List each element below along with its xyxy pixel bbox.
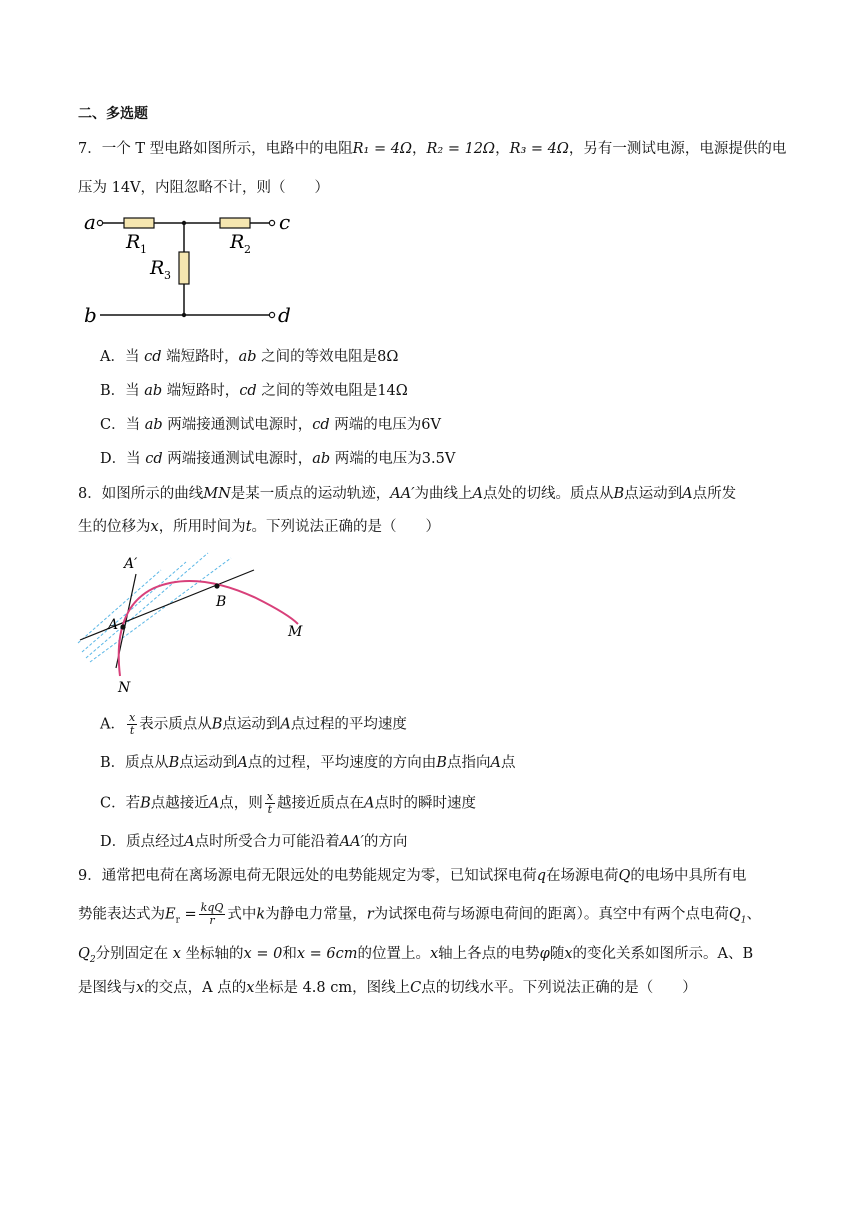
q7-r3: R₃ = 4Ω [509,141,569,157]
terminal-b: b [84,303,97,327]
q8-trajectory-diagram [76,548,316,696]
resistor-r1 [124,218,154,228]
point-a: A [108,617,119,633]
q8-option-a[interactable]: A． $\frac{x}{t}$ 表示质点从B点运动到A点过程的平均速度 [100,711,407,737]
fraction-kqq-over-r: $\frac{\text{kqQ}}{r}$ [200,901,224,927]
q8-option-b[interactable]: B．质点从B点运动到A点的过程，平均速度的方向由B点指向A点 [100,755,516,771]
q7-r2: R₂ = 12Ω [426,141,496,157]
resistor-r2 [220,218,250,228]
q7-option-d[interactable]: D．当 cd 两端接通测试电源时，ab 两端的电压为3.5V [100,451,456,467]
point-a-prime: A′ [124,556,138,572]
q8-stem-line1: 8．如图所示的曲线MN是某一质点的运动轨迹，AA′为曲线上A点处的切线。质点从B点运动到A点所发 [78,486,737,502]
label-r1-sub: 1 [140,243,147,256]
q7-option-b[interactable]: B．当 ab 端短路时，cd 之间的等效电阻是14Ω [100,383,408,399]
terminal-a: a [84,210,96,234]
q7-circuit-diagram [80,208,300,328]
q9-stem-line2: 势能表达式为$E_r$ = $\frac{\text{kqQ}}{r}$ 式中k为静电力常量，r为试探电荷与场源电荷间的距离）。真空中有两个点电荷$Q_1$、 [78,901,762,927]
q9-stem-line1: 9．通常把电荷在离场源电荷无限远处的电势能规定为零，已知试探电荷q在场源电荷Q的电场中具所有电 [78,868,747,884]
q7-option-a[interactable]: A．当 cd 端短路时，ab 之间的等效电阻是8Ω [100,349,399,365]
point-m: M [288,624,303,640]
q8-option-c[interactable]: C．若B点越接近A点，则 $\frac{x}{t}$ 越接近质点在A点时的瞬时速度 [100,790,476,816]
q8-stem-line2: 生的位移为x，所用时间为t。下列说法正确的是（ ） [78,519,441,535]
q7-stem-line2: 压为 14V，内阻忽略不计，则（ ） [78,180,330,196]
trajectory-curve [119,581,298,676]
q7-r1: R₁ = 4Ω [352,141,412,157]
q7-option-c[interactable]: C．当 ab 两端接通测试电源时，cd 两端的电压为6V [100,417,441,433]
fraction-x-over-t: $\frac{x}{t}$ [128,711,136,737]
label-r2: R [230,231,245,253]
resistor-r3 [179,252,189,284]
label-r3: R [150,257,165,279]
point-b: B [216,594,227,610]
q9-stem-line3: $Q_2$分别固定在 x 坐标轴的x = 0和x = 6cm的位置上。x轴上各点的电势φ随x的变化关系如图所示。A、B [78,946,754,965]
section-title: 二、多选题 [78,106,148,122]
terminal-c: c [279,210,291,234]
fraction-x-over-t: $\frac{x}{t}$ [266,790,273,816]
point-n: N [118,680,131,696]
q7-stem-line1: 7．一个 T 型电路如图所示，电路中的电阻R₁ = 4Ω，R₂ = 12Ω，R₃ = 4Ω，另有一测试电源，电源提供的电 [78,141,787,157]
q8-option-d[interactable]: D．质点经过A点时所受合力可能沿着AA′的方向 [100,834,408,850]
q9-stem-line4: 是图线与x的交点，A 点的x坐标是 4.8 cm，图线上C点的切线水平。下列说法正确的是（ ） [78,980,697,996]
terminal-d: d [278,303,291,327]
label-r1: R [126,231,141,253]
label-r2-sub: 2 [244,243,251,256]
label-r3-sub: 3 [164,269,171,282]
